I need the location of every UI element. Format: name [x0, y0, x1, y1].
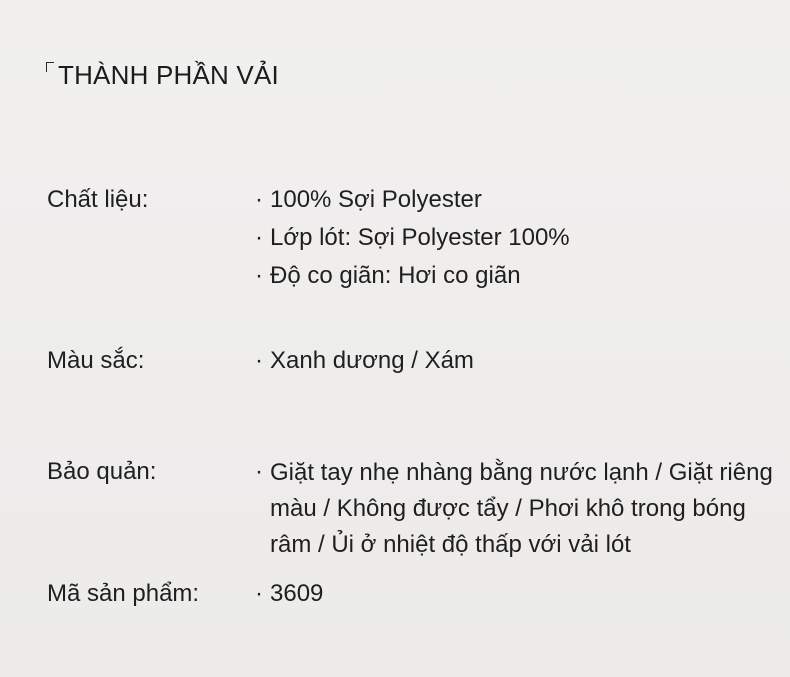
- bullet-dot-icon: ·: [255, 262, 263, 289]
- spec-value-text: 3609: [270, 580, 324, 607]
- spec-value-item: [255, 455, 775, 563]
- spec-value-text: 100% Sợi Polyester: [270, 186, 482, 213]
- section-heading: [46, 58, 279, 92]
- spec-value-text: Giặt tay nhẹ nhàng bằng nước lạnh / Giặt riêng màu / Không được tẩy / Phơi khô trong bóng râm / Ủi ở nhiệt độ thấp với vải lót: [270, 459, 773, 558]
- bullet-dot-icon: ·: [255, 347, 263, 374]
- spec-values-material: [255, 183, 775, 297]
- spec-label-color: Màu sắc:: [47, 347, 145, 374]
- corner-bracket-icon: [46, 62, 54, 72]
- spec-value-text: Lớp lót: Sợi Polyester 100%: [270, 224, 570, 251]
- spec-value-item: [255, 221, 775, 254]
- bullet-dot-icon: ·: [255, 186, 263, 213]
- spec-label-care: Bảo quản:: [47, 458, 157, 485]
- spec-value-item: [255, 577, 775, 610]
- spec-values-care: [255, 455, 775, 568]
- spec-values-color: [255, 344, 775, 382]
- bullet-dot-icon: ·: [255, 224, 263, 251]
- spec-label-material: Chất liệu:: [47, 186, 149, 213]
- bullet-dot-icon: ·: [255, 580, 263, 607]
- spec-value-text: Độ co giãn: Hơi co giãn: [270, 262, 521, 289]
- spec-value-item: [255, 344, 775, 377]
- section-title: THÀNH PHẦN VẢI: [58, 60, 279, 90]
- bullet-dot-icon: ·: [255, 458, 263, 485]
- spec-values-product-code: [255, 577, 775, 615]
- spec-value-item: [255, 183, 775, 216]
- spec-value-item: [255, 259, 775, 292]
- spec-label-product-code: Mã sản phẩm:: [47, 580, 200, 607]
- spec-value-text: Xanh dương / Xám: [270, 347, 474, 374]
